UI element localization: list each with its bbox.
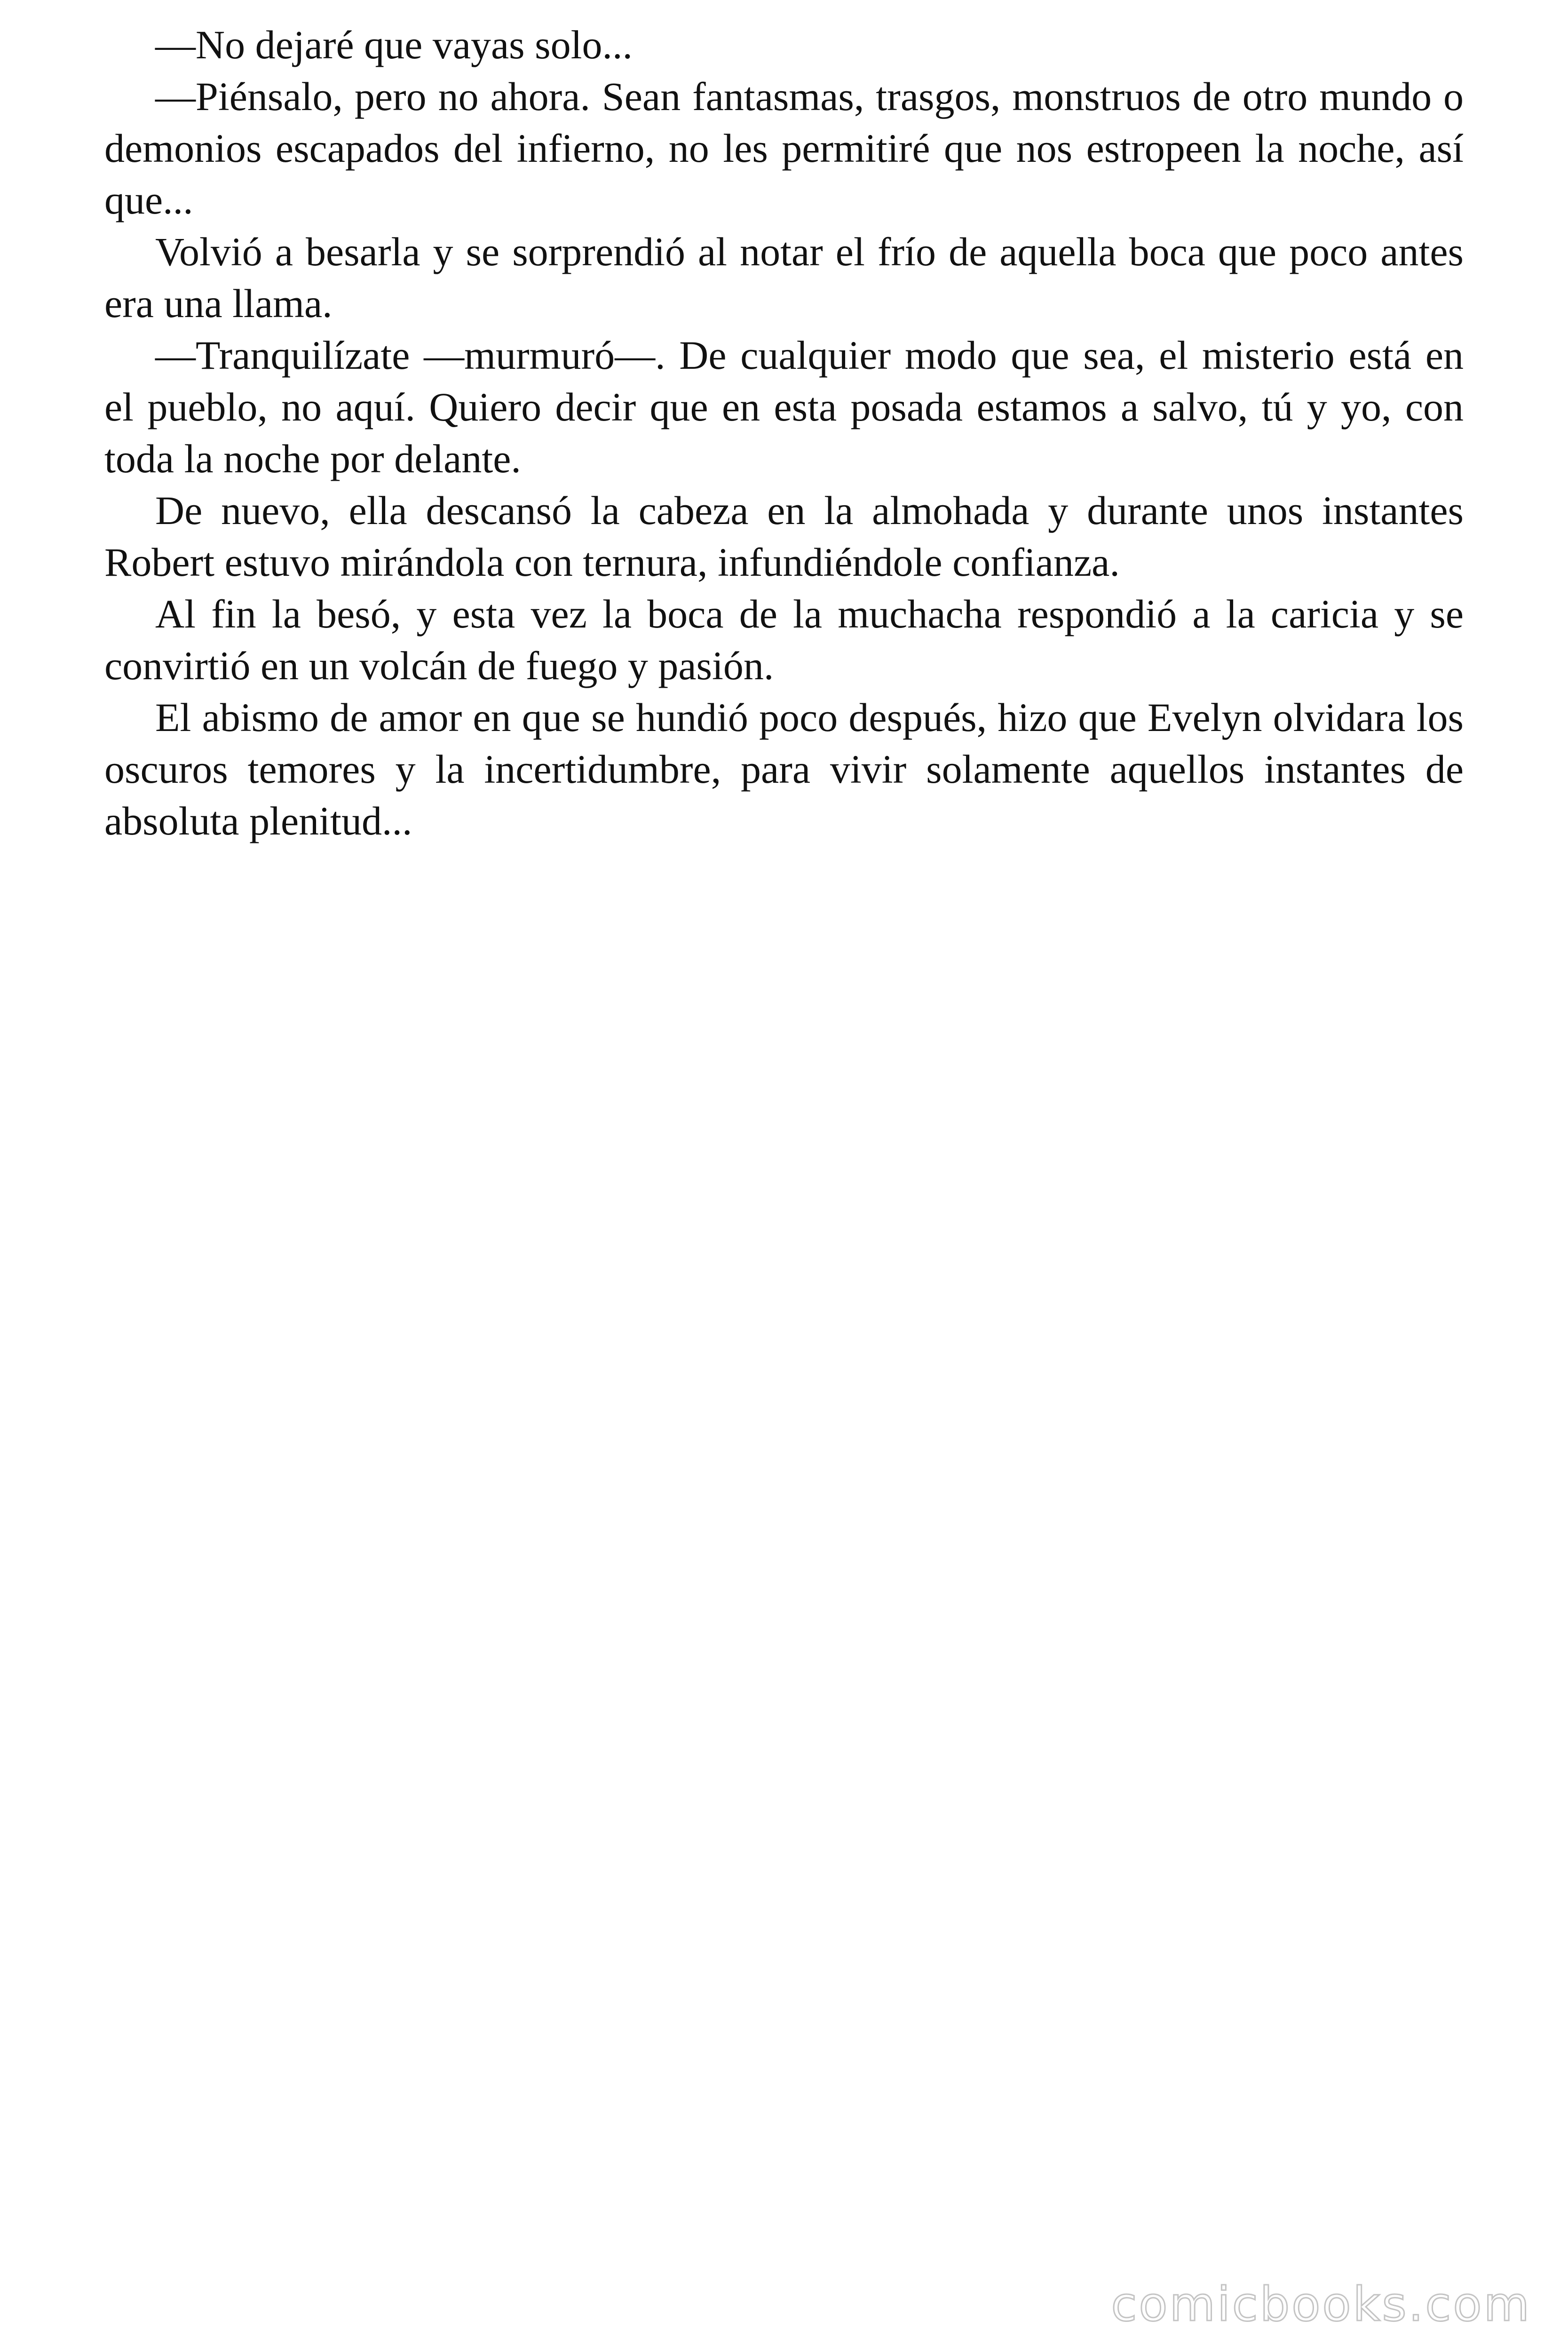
body-text — [104, 19, 1464, 847]
paragraph-1: —No dejaré que vayas solo... — [155, 22, 633, 67]
paragraph-5: De nuevo, ella descansó la cabeza en la almohada y durante unos instantes Robert estuvo mirándola con ternura, infundiéndole confianza. — [104, 488, 1464, 585]
paragraph-7: El abismo de amor en que se hundió poco después, hizo que Evelyn olvidara los oscuros temores y la incertidumbre, para vivir solamente aquellos instantes de absoluta plenitud... — [104, 695, 1464, 843]
watermark: comicbooks.com — [1111, 2277, 1531, 2332]
paragraph-6: Al fin la besó, y esta vez la boca de la muchacha respondió a la caricia y se convirtió en un volcán de fuego y pasión. — [104, 591, 1464, 688]
paragraph-4: —Tranquilízate —murmuró—. De cualquier modo que sea, el misterio está en el pueblo, no aquí. Quiero decir que en esta posada estamos a salvo, tú y yo, con toda la noche por delante. — [104, 333, 1464, 481]
paragraph-3: Volvió a besarla y se sorprendió al notar el frío de aquella boca que poco antes era una llama. — [104, 229, 1464, 326]
paragraph-2: —Piénsalo, pero no ahora. Sean fantasmas, trasgos, monstruos de otro mundo o demonios escapados del infierno, no les permitiré que nos estropeen la noche, así que... — [104, 74, 1464, 222]
